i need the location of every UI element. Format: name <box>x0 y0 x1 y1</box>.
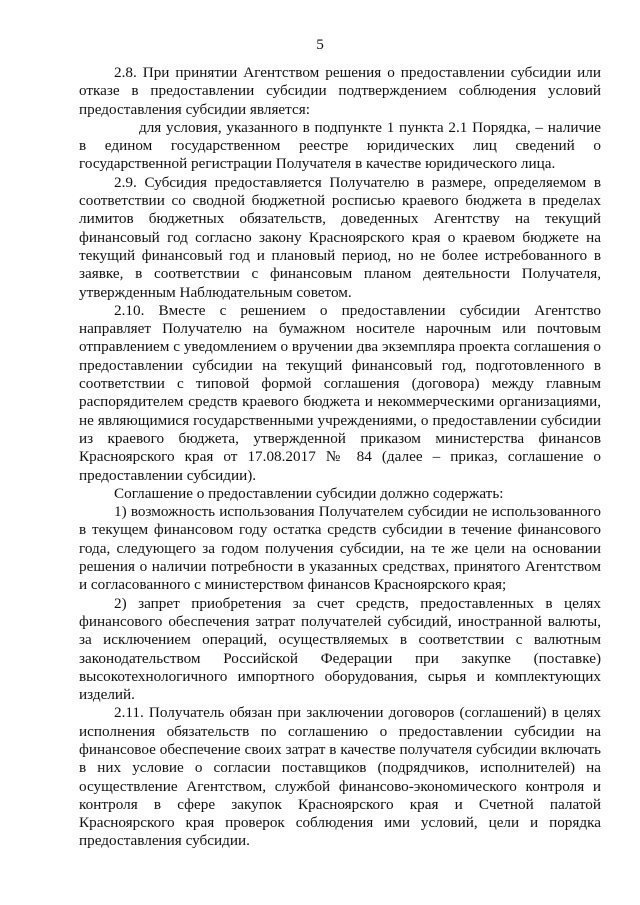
paragraph-agreement-intro: Соглашение о предоставлении субсидии должно содержать: <box>114 484 504 502</box>
paragraph-2-11: 2.11. Получатель обязан при заключении договоров (соглашений) в целях исполнения обязательств по соглашению о предоставлении субсидии на финансовое обеспечение своих затрат в качестве получателя субсидии включать в них условие о согласии поставщиков (подрядчиков, исполнителей) на осуществление Агентством, службой финансово-экономического контроля и контроля в сфере закупок Красноярского края и Счетной палатой Красноярского края проверок соблюдения ими условий, цели и порядка предоставления субсидии. <box>79 704 601 850</box>
paragraph-item-1: 1) возможность использования Получателем субсидии не использованного в текущем финансовом году остатка средств субсидии в течение финансового года, следующего за годом получения субсидии, на те же цели на основании решения о наличии потребности в указанных средствах, принятого Агентством и согласованного с министерством финансов Красноярского края; <box>79 503 601 594</box>
paragraph-condition: для условия, указанного в подпункте 1 пункта 2.1 Порядка, – наличие в едином государственном реестре юридических лиц сведений о государственной регистрации Получателя в качестве юридического лица. <box>79 118 601 173</box>
paragraph-item-2: 2) запрет приобретения за счет средств, предоставленных в целях финансового обеспечения затрат получателей субсидий, иностранной валюты, за исключением операций, осуществляемых в соответствии с валютным законодательством Российской Федерации при закупке (поставке) высокотехнологичного импортного оборудования, сырья и комплектующих изделий. <box>79 594 601 704</box>
paragraph-2-9: 2.9. Субсидия предоставляется Получателю в размере, определяемом в соответствии со сводной бюджетной росписью краевого бюджета в пределах лимитов бюджетных обязательств, доведенных Агентству на текущий финансовый год согласно закону Красноярского края о краевом бюджете на текущий финансовый год и плановый период, но не более истребованного в заявке, в соответствии с финансовым планом деятельности Получателя, утвержденным Наблюдательным советом. <box>79 173 601 301</box>
paragraph-2-10: 2.10. Вместе с решением о предоставлении субсидии Агентство направляет Получателю на бумажном носителе нарочным или почтовым отправлением с уведомлением о вручении два экземпляра проекта соглашения о предоставлении субсидии на текущий финансовый год, подготовленного в соответствии с типовой формой соглашения (договора) между главным распорядителем средств краевого бюджета и некоммерческими организациями, не являющимися государственными учреждениями, о предоставлении субсидии из краевого бюджета, утвержденной приказом министерства финансов Красноярского края от 17.08.2017 № 84 (далее – приказ, соглашение о предоставлении субсидии). <box>79 301 601 484</box>
document-body <box>79 64 601 851</box>
paragraph-2-8: 2.8. При принятии Агентством решения о предоставлении субсидии или отказе в предоставлении субсидии подтверждением соблюдения условий предоставления субсидии является: <box>79 64 601 118</box>
page-number: 5 <box>316 36 324 53</box>
